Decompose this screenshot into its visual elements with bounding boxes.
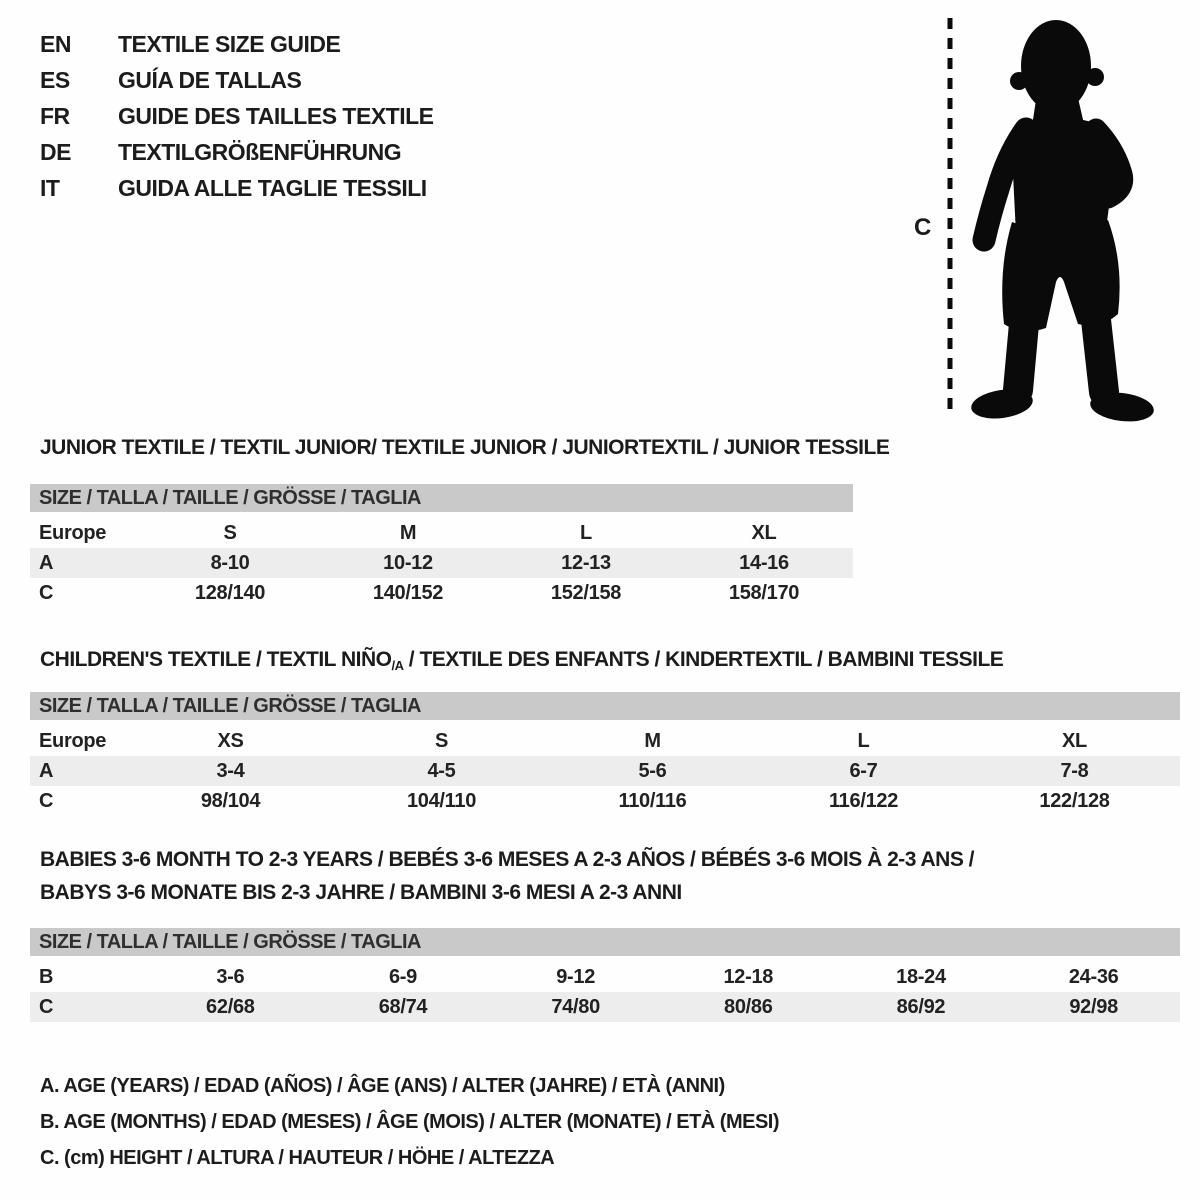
size-cell: L — [857, 729, 870, 752]
size-cell: S — [434, 729, 449, 752]
height-cell: 62/68 — [206, 995, 255, 1018]
height-cell: 122/128 — [1039, 789, 1110, 812]
age-cell: 12-13 — [561, 551, 611, 574]
junior-size-table — [30, 484, 853, 608]
junior-section-title: JUNIOR TEXTILE / TEXTIL JUNIOR/ TEXTILE JUNIOR / JUNIORTEXTIL / JUNIOR TESSILE — [40, 436, 890, 459]
height-cell: 68/74 — [378, 995, 428, 1018]
size-cell: XL — [751, 521, 777, 544]
months-cell: 3-6 — [216, 965, 245, 988]
size-header-band: SIZE / TALLA / TAILLE / GRÖSSE / TAGLIA — [30, 484, 853, 512]
age-cell: 5-6 — [638, 759, 667, 782]
row-label: C — [39, 581, 54, 604]
guide-title: GUIDA ALLE TAGLIE TESSILI — [118, 175, 427, 201]
months-cell: 24-36 — [1068, 965, 1119, 988]
age-cell: 4-5 — [427, 759, 456, 782]
language-row — [40, 170, 434, 206]
months-cell: 18-24 — [896, 965, 946, 988]
size-header-band: SIZE / TALLA / TAILLE / GRÖSSE / TAGLIA — [30, 692, 1180, 720]
table-row — [30, 578, 853, 608]
height-cell: 158/170 — [728, 581, 800, 604]
table-row — [30, 992, 1180, 1022]
language-code: EN — [40, 31, 71, 57]
row-label: Europe — [39, 521, 107, 544]
row-label: Europe — [39, 729, 107, 752]
table-row — [30, 726, 1180, 756]
size-cell: L — [580, 521, 592, 544]
months-cell: 9-12 — [556, 965, 596, 988]
height-cell: 140/152 — [372, 581, 444, 604]
size-cell: XL — [1062, 729, 1087, 752]
row-label: A — [39, 551, 54, 574]
language-row — [40, 62, 434, 98]
legend-line-a: A. AGE (YEARS) / EDAD (AÑOS) / ÂGE (ANS) / ALTER (JAHRE) / ETÀ (ANNI) — [40, 1075, 725, 1097]
legend-line-c: C. (cm) HEIGHT / ALTURA / HAUTEUR / HÖHE / ALTEZZA — [40, 1147, 555, 1169]
language-code: IT — [40, 175, 60, 201]
guide-title: GUIDE DES TAILLES TEXTILE — [118, 103, 434, 129]
size-cell: XS — [217, 729, 244, 752]
row-label: C — [39, 995, 54, 1018]
babies-size-table — [30, 928, 1180, 1022]
height-cell: 116/122 — [828, 789, 899, 812]
months-cell: 6-9 — [388, 965, 417, 988]
height-cell: 110/116 — [618, 789, 687, 812]
children-size-table — [30, 692, 1180, 816]
table-row — [30, 786, 1180, 816]
age-cell: 6-7 — [849, 759, 878, 782]
height-cell: 128/140 — [194, 581, 266, 604]
children-title-subscript: /A — [391, 658, 404, 673]
language-row — [40, 134, 434, 170]
children-title-main: CHILDREN'S TEXTILE / TEXTIL NIÑO — [40, 648, 392, 671]
children-title-rest: / TEXTILE DES ENFANTS / KINDERTEXTIL / BAMBINI TESSILE — [403, 648, 1004, 671]
language-row — [40, 98, 434, 134]
children-section-title — [40, 648, 1003, 673]
babies-title-line1: BABIES 3-6 MONTH TO 2-3 YEARS / BEBÉS 3-6 MESES A 2-3 AÑOS / BÉBÉS 3-6 MOIS À 2-3 ANS / — [40, 848, 975, 871]
table-row — [30, 962, 1180, 992]
table-row — [30, 518, 853, 548]
language-row — [40, 26, 434, 62]
row-label: C — [39, 789, 54, 812]
height-cell: 98/104 — [200, 789, 261, 812]
height-cell: 104/110 — [406, 789, 477, 812]
table-row — [30, 548, 853, 578]
guide-title: TEXTILGRÖßENFÜHRUNG — [118, 139, 402, 165]
babies-title-line2: BABYS 3-6 MONATE BIS 2-3 JAHRE / BAMBINI 3-6 MESI A 2-3 ANNI — [40, 881, 682, 904]
age-cell: 14-16 — [739, 551, 789, 574]
age-cell: 3-4 — [216, 759, 245, 782]
height-cell: 152/158 — [550, 581, 622, 604]
size-cell: M — [399, 521, 417, 544]
height-cell: 74/80 — [551, 995, 600, 1018]
babies-section-title — [40, 843, 974, 909]
size-cell: M — [644, 729, 661, 752]
height-dashed-line — [944, 14, 956, 416]
row-label: A — [39, 759, 54, 782]
language-code: DE — [40, 139, 71, 165]
size-header-band: SIZE / TALLA / TAILLE / GRÖSSE / TAGLIA — [30, 928, 1180, 956]
age-cell: 10-12 — [383, 551, 433, 574]
height-cell: 80/86 — [724, 995, 773, 1018]
height-cell: 86/92 — [896, 995, 946, 1018]
guide-title: TEXTILE SIZE GUIDE — [118, 31, 341, 57]
age-cell: 7-8 — [1060, 759, 1089, 782]
legend-line-b: B. AGE (MONTHS) / EDAD (MESES) / ÂGE (MOIS) / ALTER (MONATE) / ETÀ (MESI) — [40, 1111, 780, 1133]
height-cell: 92/98 — [1069, 995, 1118, 1018]
language-code: FR — [40, 103, 70, 129]
height-measure-label: C — [914, 214, 932, 241]
age-cell: 8-10 — [210, 551, 250, 574]
months-cell: 12-18 — [723, 965, 774, 988]
row-label: B — [39, 965, 54, 988]
language-code: ES — [40, 67, 70, 93]
guide-title: GUÍA DE TALLAS — [118, 67, 302, 93]
size-cell: S — [223, 521, 237, 544]
toddler-silhouette-icon — [960, 14, 1160, 424]
measurement-legend — [40, 1068, 779, 1176]
table-row — [30, 756, 1180, 786]
language-title-list — [40, 26, 434, 206]
